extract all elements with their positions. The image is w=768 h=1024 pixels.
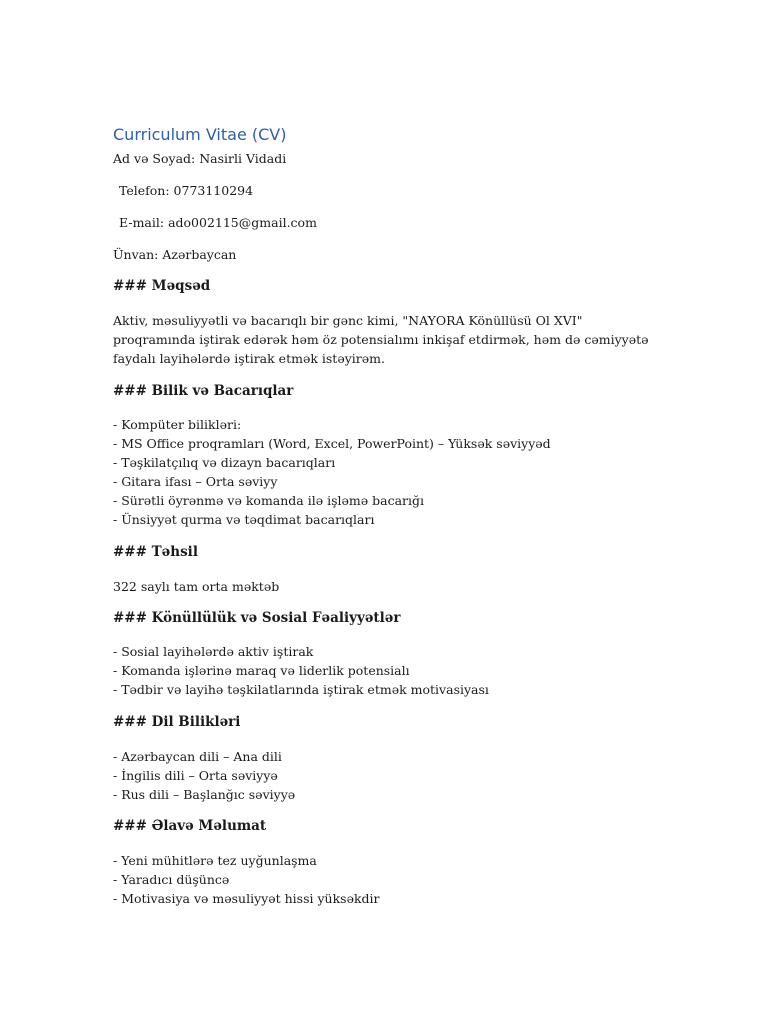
education-text: 322 saylı tam orta məktəb <box>113 579 280 594</box>
languages-list <box>113 747 295 804</box>
list-item: - Yeni mühitlərə tez uyğunlaşma <box>113 853 317 868</box>
objective-heading: ### Məqsəd <box>113 278 211 294</box>
list-item: - Ünsiyyət qurma və təqdimat bacarıqları <box>113 512 375 527</box>
list-item: - Tədbir və layihə təşkilatlarında iştirak etmək motivasiyası <box>113 682 489 697</box>
contact-name: Ad və Soyad: Nasirli Vidadi <box>113 151 287 166</box>
list-item: - Yaradıcı düşüncə <box>113 872 230 887</box>
volunteering-heading: ### Könüllülük və Sosial Fəaliyyətlər <box>113 610 401 626</box>
skills-list <box>113 415 551 529</box>
list-item: - Motivasiya və məsuliyyət hissi yüksəkdir <box>113 891 380 906</box>
volunteering-list <box>113 642 489 699</box>
education-heading: ### Təhsil <box>113 544 198 560</box>
list-item: - İngilis dili – Orta səviyyə <box>113 768 278 783</box>
list-item: - Sosial layihələrdə aktiv iştirak <box>113 644 314 659</box>
list-item: - Sürətli öyrənmə və komanda ilə işləmə bacarığı <box>113 493 425 508</box>
skills-heading: ### Bilik və Bacarıqlar <box>113 383 294 399</box>
list-item: - Komanda işlərinə maraq və liderlik potensialı <box>113 663 410 678</box>
list-item: - Rus dili – Başlanğıc səviyyə <box>113 787 296 802</box>
contact-address: Ünvan: Azərbaycan <box>113 247 237 262</box>
list-item: - Gitara ifası – Orta səviyy <box>113 474 278 489</box>
additional-list <box>113 851 380 908</box>
list-item: - Kompüter bilikləri: <box>113 417 246 432</box>
page-title: Curriculum Vitae (CV) <box>113 125 287 144</box>
list-item: - Azərbaycan dili – Ana dili <box>113 749 282 764</box>
list-item: - Təşkilatçılıq və dizayn bacarıqları <box>113 455 336 470</box>
contact-phone: Telefon: 0773110294 <box>119 183 254 198</box>
contact-email: E-mail: ado002115@gmail.com <box>119 215 317 230</box>
languages-heading: ### Dil Bilikləri <box>113 714 241 730</box>
additional-heading: ### Əlavə Məlumat <box>113 818 267 834</box>
list-item: - MS Office proqramları (Word, Excel, PowerPoint) – Yüksək səviyyəd <box>113 436 551 451</box>
objective-text: Aktiv, məsuliyyətli və bacarıqlı bir gənc kimi, "NAYORA Könüllüsü Ol XVI" proqramında iştirak edərək həm öz potensialımı inkişaf etdirmək, həm də cəmiyyətə faydalı layihələrdə iştirak etmək istəyirəm. <box>113 313 649 366</box>
